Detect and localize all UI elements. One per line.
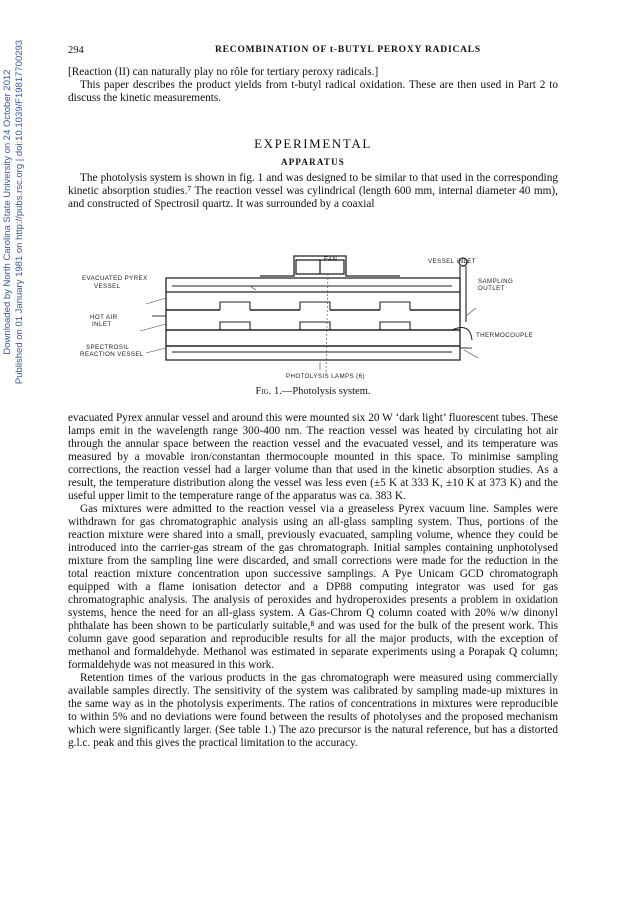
caption-label: Fig. 1. (255, 386, 282, 397)
label-vessel-inlet: VESSEL INLET (428, 258, 476, 265)
intro-block (68, 66, 558, 105)
label-evacuated-pyrex: EVACUATED PYREX (82, 275, 148, 282)
figure-photolysis-system (80, 252, 540, 382)
label-vessel: VESSEL (94, 283, 121, 290)
label-reaction-vessel: REACTION VESSEL (80, 351, 144, 358)
intro-paragraph-1: [Reaction (II) can naturally play no rôle for tertiary peroxy radicals.] (68, 66, 379, 78)
label-photolysis-lamps: PHOTOLYSIS LAMPS (6) (286, 373, 365, 380)
doi-line[interactable]: Published on 01 January 1981 on http://pubs.rsc.org | doi:10.1039/F19817700293 (14, 39, 25, 385)
body-paragraph-1: evacuated Pyrex annular vessel and around this were mounted six 20 W ‘dark light’ fluorescent tubes. These lamps emit in the wavelength range 300-400 nm. The reaction vessel was heated by circulating hot air through the annular space between the reaction vessel and the evacuated vessel, and its temperature was measured by a movable iron/constantan thermocouple mounted in this space. To minimise sampling corrections, the reaction vessel had a larger volume than that used in the kinetic absorption studies. As a result, the temperature distribution along the vessel was less even (±5 K at 333 K, ±10 K at 373 K) and the useful upper limit to the temperature range of the apparatus was ca. 383 K. (68, 412, 558, 502)
label-fan: FAN (324, 256, 338, 263)
download-watermark (2, 2, 26, 422)
running-header (68, 45, 558, 59)
label-hot-air: HOT AIR (90, 314, 118, 321)
subsection-heading: APPARATUS (281, 157, 345, 167)
download-line[interactable]: Downloaded by North Carolina State University on 24 October 2012 (2, 69, 13, 355)
apparatus-paragraph-1: The photolysis system is shown in fig. 1 and was designed to be similar to that used in the corresponding kinetic absorption studies.⁷ The reaction vessel was cylindrical (length 600 mm, internal diameter 40 mm), and constructed of Spectrosil quartz. It was surrounded by a coaxial (68, 172, 558, 210)
page-number: 294 (68, 45, 84, 56)
label-thermocouple: THERMOCOUPLE (476, 332, 534, 339)
outer-vessel-top (166, 278, 460, 292)
label-sampling: SAMPLING (478, 278, 514, 285)
caption-text: —Photolysis system. (281, 386, 371, 397)
label-spectrosil: SPECTROSIL (86, 344, 130, 351)
section-heading: EXPERIMENTAL (254, 136, 372, 151)
body-paragraph-2: Gas mixtures were admitted to the reaction vessel via a greaseless Pyrex vacuum line. Samples were withdrawn for gas chromatographic analysis using an all-glass sampling system. Thus, portions of the reaction mixture were shared into a small, previously evacuated, sampling volume, whence they could be introduced into the carrier-gas stream of the gas chromatograph. Initial samples containing unphotolysed mixture from the sampling line were discarded, and small corrections were made for the reduction in the total reaction mixture concentration upon successive samplings. A Pye Unicam GCD chromatograph equipped with a flame ionisation detector and a DP88 computing integrator was used for gas chromatographic analysis. The analysis of peroxides and hydroperoxides presents a problem in oxidation systems, hence the need for an all-glass system. A Gas-Chrom Q column coated with 20% w/w dinonyl phthalate has been shown to be particularly suitable,⁸ and was used for the bulk of the present work. This column gave good separation and reproducible results for all the major products, with the exception of methanol and formaldehyde. Methanol was estimated in separate experiments using a Porapak Q column; formaldehyde was not measured in this work. (68, 503, 558, 671)
label-outlet: OUTLET (478, 285, 505, 292)
vessel-inlet-tube (460, 266, 466, 322)
running-title: RECOMBINATION OF t-BUTYL PEROXY RADICALS (215, 45, 481, 55)
intro-paragraph-2: This paper describes the product yields from t-butyl radical oxidation. These are then used in Part 2 to discuss the kinetic measurements. (68, 79, 558, 104)
apparatus-drawing (80, 252, 540, 382)
body-paragraph-3: Retention times of the various products in the gas chromatograph were measured using commercially available samples directly. The sensitivity of the system was calibrated by sampling made-up mixtures in the same way as in the photolysis experiments. The ratios of concentrations in mixtures were reproducible to within 5% and no deviations were found between the results of photolyses and the proposed mechanism which were significantly larger. (See table 1.) The azo precursor is the natural reference, but has a distorted g.l.c. peak and this gives the practical limitation to the accuracy. (68, 672, 558, 749)
label-inlet: INLET (92, 321, 112, 328)
body-block (68, 412, 558, 750)
figure-caption (68, 386, 558, 397)
apparatus-block (68, 172, 558, 211)
